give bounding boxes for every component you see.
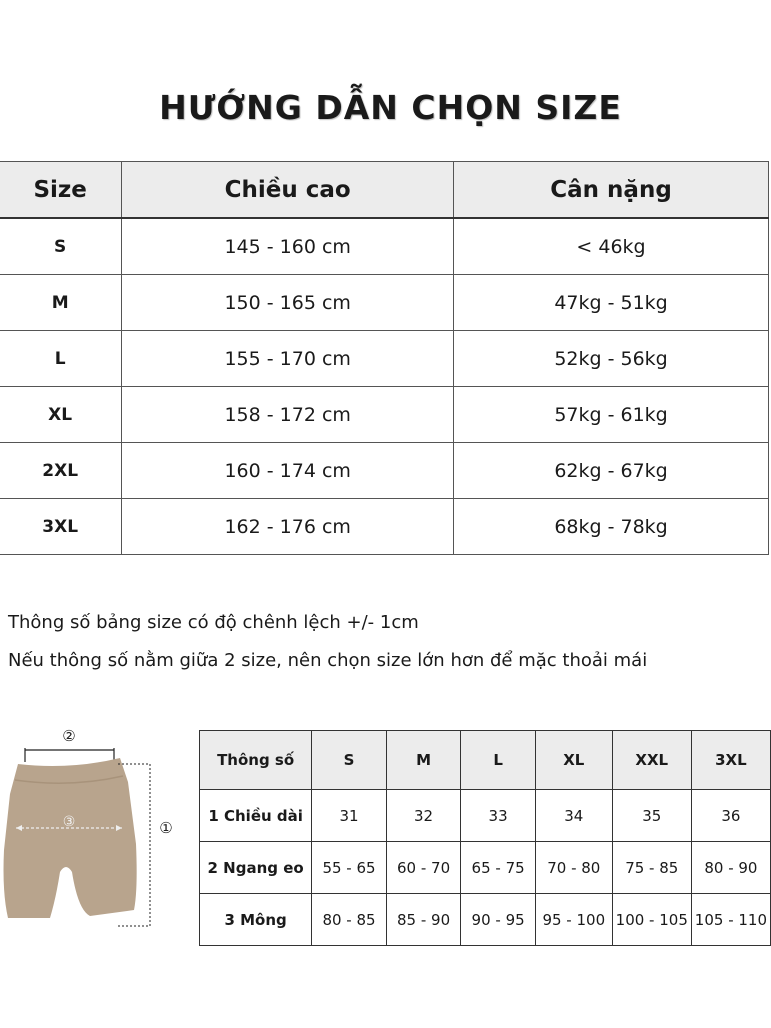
value-cell: 95 - 100 — [535, 894, 612, 946]
value-cell: 36 — [691, 790, 770, 842]
weight-cell: < 46kg — [454, 218, 769, 275]
size-cell: L — [0, 331, 122, 387]
header-weight: Cân nặng — [454, 162, 769, 219]
height-cell: 150 - 165 cm — [122, 275, 454, 331]
table-row — [0, 275, 769, 331]
weight-cell: 47kg - 51kg — [454, 275, 769, 331]
tolerance-note: Thông số bảng size có độ chênh lệch +/- 1cm — [8, 612, 419, 633]
size-table-header — [0, 162, 769, 219]
header-size: Size — [0, 162, 122, 219]
header-size-3xl: 3XL — [691, 731, 770, 790]
value-cell: 70 - 80 — [535, 842, 612, 894]
value-cell: 100 - 105 — [612, 894, 691, 946]
table-row — [200, 894, 771, 946]
value-cell: 80 - 90 — [691, 842, 770, 894]
table-row — [0, 331, 769, 387]
row-label: 2 Ngang eo — [200, 842, 312, 894]
shorts-measurement-diagram — [0, 722, 190, 942]
header-spec: Thông số — [200, 731, 312, 790]
value-cell: 33 — [461, 790, 536, 842]
table-row — [0, 443, 769, 499]
size-table — [0, 161, 769, 555]
size-cell: XL — [0, 387, 122, 443]
header-size-l: L — [461, 731, 536, 790]
weight-cell: 57kg - 61kg — [454, 387, 769, 443]
size-cell: M — [0, 275, 122, 331]
table-row — [0, 387, 769, 443]
table-row — [200, 790, 771, 842]
value-cell: 32 — [386, 790, 461, 842]
height-cell: 160 - 174 cm — [122, 443, 454, 499]
marker-hip: ③ — [62, 814, 76, 830]
size-cell: S — [0, 218, 122, 275]
header-size-xl: XL — [535, 731, 612, 790]
value-cell: 34 — [535, 790, 612, 842]
row-label: 1 Chiều dài — [200, 790, 312, 842]
table-row — [0, 218, 769, 275]
marker-waist: ② — [62, 727, 76, 745]
value-cell: 90 - 95 — [461, 894, 536, 946]
value-cell: 75 - 85 — [612, 842, 691, 894]
height-cell: 155 - 170 cm — [122, 331, 454, 387]
size-cell: 2XL — [0, 443, 122, 499]
sizing-advice-note: Nếu thông số nằm giữa 2 size, nên chọn size lớn hơn để mặc thoải mái — [8, 650, 648, 671]
height-cell: 158 - 172 cm — [122, 387, 454, 443]
header-height: Chiều cao — [122, 162, 454, 219]
header-size-xxl: XXL — [612, 731, 691, 790]
height-cell: 145 - 160 cm — [122, 218, 454, 275]
size-cell: 3XL — [0, 499, 122, 555]
shorts-garment-image — [4, 758, 137, 918]
weight-cell: 52kg - 56kg — [454, 331, 769, 387]
value-cell: 35 — [612, 790, 691, 842]
measurement-table — [199, 730, 771, 946]
page-title: HƯỚNG DẪN CHỌN SIZE — [159, 88, 622, 127]
value-cell: 80 - 85 — [312, 894, 387, 946]
value-cell: 85 - 90 — [386, 894, 461, 946]
row-label: 3 Mông — [200, 894, 312, 946]
height-cell: 162 - 176 cm — [122, 499, 454, 555]
table-row — [200, 842, 771, 894]
waist-dimension-line — [25, 748, 114, 762]
value-cell: 105 - 110 — [691, 894, 770, 946]
value-cell: 55 - 65 — [312, 842, 387, 894]
weight-cell: 62kg - 67kg — [454, 443, 769, 499]
header-size-s: S — [312, 731, 387, 790]
weight-cell: 68kg - 78kg — [454, 499, 769, 555]
marker-length: ① — [159, 819, 173, 837]
value-cell: 65 - 75 — [461, 842, 536, 894]
value-cell: 60 - 70 — [386, 842, 461, 894]
value-cell: 31 — [312, 790, 387, 842]
measurement-table-header — [200, 731, 771, 790]
table-row — [0, 499, 769, 555]
header-size-m: M — [386, 731, 461, 790]
